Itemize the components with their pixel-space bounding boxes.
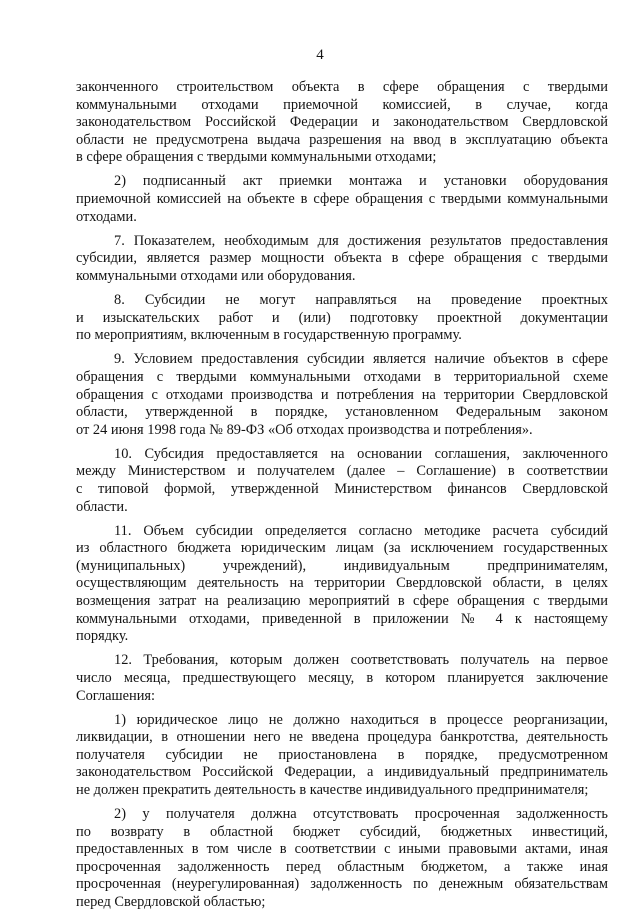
paragraph (76, 523, 608, 646)
text-line: в сфере обращения с твердыми коммунальными отходами; (76, 149, 437, 166)
text-line: обращения с твердыми коммунальными отходами в территориальной схеме (76, 368, 608, 385)
paragraph (76, 351, 608, 439)
text-line: 10. Субсидия предоставляется на основании соглашения, заключенного (114, 445, 608, 462)
text-line: перед Свердловской областью; (76, 894, 266, 911)
paragraph (76, 292, 608, 345)
text-line: получателя субсидии не приостановлена в порядке, предусмотренном (76, 746, 608, 763)
paragraph (76, 173, 608, 226)
text-line: просроченная (неурегулированная) задолженность по денежным обязательствам (76, 876, 608, 893)
text-line: с типовой формой, утвержденной Министерством финансов Свердловской (76, 480, 608, 497)
page-number: 4 (316, 47, 324, 63)
text-line: и изыскательских работ и (или) подготовку проектной документации (76, 309, 608, 326)
text-line: субсидии, является размер мощности объекта в сфере обращения с твердыми (76, 250, 608, 267)
text-line: области не предусмотрена выдача разрешения на ввод в эксплуатацию объекта (76, 131, 608, 148)
text-line: 2) у получателя должна отсутствовать просроченная задолженность (114, 806, 608, 823)
text-line: 7. Показателем, необходимым для достижения результатов предоставления (114, 232, 608, 249)
text-line: не должен прекратить деятельность в качестве индивидуального предпринимателя; (76, 781, 589, 798)
paragraph (76, 712, 608, 800)
text-line: по мероприятиям, включенным в государственную программу. (76, 327, 462, 344)
paragraph (76, 806, 608, 912)
text-line: законченного строительством объекта в сфере обращения с твердыми (76, 79, 608, 95)
text-line: 2) подписанный акт приемки монтажа и установки оборудования (114, 173, 608, 190)
text-line: возмещения затрат на реализацию мероприятий в сфере обращения с твердыми (76, 593, 608, 610)
text-line: 8. Субсидии не могут направляться на проведение проектных (114, 292, 608, 309)
text-line: предоставленных в том числе в соответствии с иными правовыми актами, иная (76, 841, 608, 858)
paragraph (76, 233, 608, 286)
text-line: Соглашения: (76, 687, 156, 704)
text-line: между Министерством и получателем (далее – Соглашение) в соответствии (76, 463, 608, 480)
text-line: обращения с отходами производства и потребления на территории Свердловской (76, 386, 608, 403)
text-line: осуществляющим деятельность на территории Свердловской области, в целях (76, 575, 608, 592)
text-line: порядку. (76, 628, 129, 645)
paragraph (76, 652, 608, 705)
text-line: число месяца, предшествующего месяцу, в котором планируется заключение (76, 669, 608, 686)
paragraph (76, 79, 608, 167)
text-line: ликвидации, в отношении него не введена процедура банкротства, деятельность (76, 729, 608, 746)
text-line: отходами. (76, 208, 137, 225)
text-line: коммунальными отходами, приведенной в приложении № 4 к настоящему (76, 610, 608, 627)
text-line: законодательством Российской Федерации, а индивидуальный предприниматель (76, 764, 608, 781)
text-line: коммунальными отходами приемочной комиссией, в случае, когда (76, 96, 608, 113)
text-line: 11. Объем субсидии определяется согласно методике расчета субсидий (114, 522, 608, 539)
text-line: области. (76, 498, 128, 515)
text-line: просроченная задолженность перед областным бюджетом, а также иная (76, 858, 608, 875)
text-line: законодательством Российской Федерации и законодательством Свердловской (76, 114, 608, 131)
text-line: из областного бюджета юридическим лицам (за исключением государственных (76, 540, 608, 557)
text-line: приемочной комиссией на объекте в сфере обращения с твердыми коммунальными (76, 191, 608, 208)
text-line: от 24 июня 1998 года № 89-ФЗ «Об отходах производства и потребления». (76, 421, 533, 438)
text-line: коммунальными отходами или оборудования. (76, 267, 356, 284)
paragraph (76, 446, 608, 516)
document-body (76, 79, 608, 912)
text-line: 1) юридическое лицо не должно находиться в процессе реорганизации, (114, 711, 608, 728)
text-line: (муниципальных) учреждений), индивидуальным предпринимателям, (76, 557, 608, 574)
text-line: области, утвержденной в порядке, установленном Федеральным законом (76, 404, 608, 421)
text-line: 9. Условием предоставления субсидии является наличие объектов в сфере (114, 351, 608, 368)
text-line: по возврату в областной бюджет субсидий, бюджетных инвестиций, (76, 823, 608, 840)
text-line: 12. Требования, которым должен соответствовать получатель на первое (114, 652, 608, 669)
